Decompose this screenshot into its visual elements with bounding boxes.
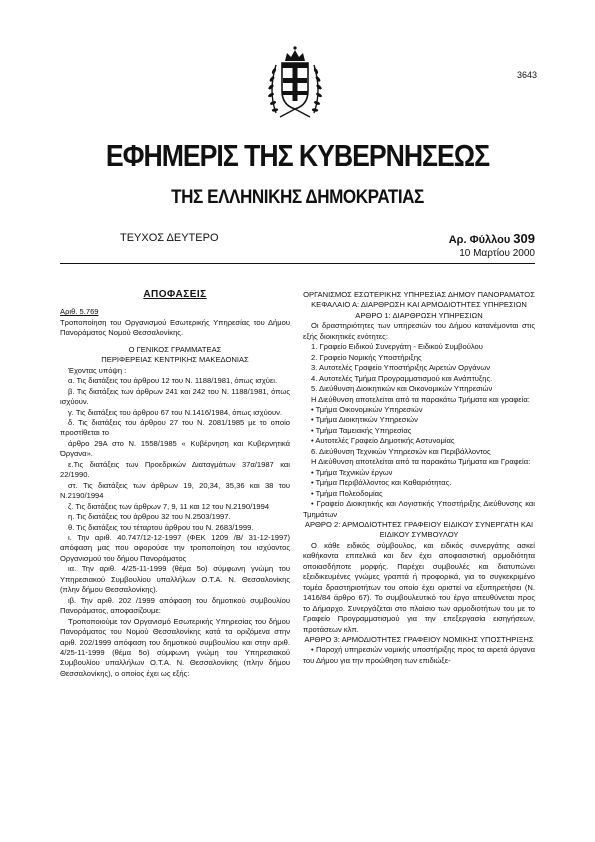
gazette-subtitle: ΤΗΣ ΕΛΛΗΝΙΚΗΣ ΔΗΜΟΚΡΑΤΙΑΣ [171,187,424,208]
paragraph: Οι δραστηριότητες των υπηρεσιών του Δήμου κατανέμονται στις εξής διοικητικές ενότητες: [303,321,535,341]
paragraph: ι. Την αριθ. 40.747/12-12-1997 (ΦΕΚ 1209 /Β/ 31-12-1997) απόφαση μας που αφορούσε την τροποποίηση του ισχύοντος Οργανισμού του δήμου Πανοράματος [60,532,290,563]
paragraph: Η Διεύθυνση αποτελείται από τα παρακάτω Τμήματα και γραφεία: [311,394,530,404]
list-item: • Τμήμα Περιβάλλοντος και Καθαριότητας. [311,478,452,488]
list-item: 5. Διεύθυνση Διοικητικών και Οικονομικών Υπηρεσιών [311,384,493,394]
sheet-label: Αρ. Φύλλου [448,234,511,246]
list-item: 4. Αυτοτελές Τμήμα Προγραμματισμού και Ανάπτυξης. [311,373,493,383]
sheet-number [449,231,535,246]
gazette-title: ΕΦΗΜΕΡΙΣ ΤΗΣ ΚΥΒΕΡΝΗΣΕΩΣ [105,138,490,173]
paragraph: • Παροχή υπηρεσιών νομικής υποστήριξης προς τα αιρετά όργανα του Δήμου για την προώθηση των επιδιώξε- [303,645,535,665]
paragraph: Ο κάθε ειδικός σύμβουλος, και ειδικός συνεργάτης ασκεί καθήκοντα επιτελικά και δεν έχει αποφασιστική αρμοδιότητα οποιασδήποτε μορφής. Παρέχει συμβουλές και διατυπώνει εξειδικευμένες γνώμες γραπτά ή προφορικά, για το συγκεκριμένο τομέα δραστηριοτήτων του οποίο έχει οριστεί να εξυπηρετήσει (Ν. 1416/84 άρθρο 67). Το συμβουλευτικό του έργο απευθύνεται προς το Δήμαρχο. Συνεργάζεται στο πλαίσιο των αρμοδιοτήτων του με το Γραφείο Προγραμματισμού για την επεξεργασία εισηγήσεων, προτάσεων κλπ. [303,540,535,634]
list-item: • Γραφείο Διοικητικής και Λογιστικής Υποστήριξης Διεύθυνσης και Τμημάτων [303,499,535,519]
paragraph: γ. Τις διατάξεις του άρθρου 67 του Ν.1416/1984, όπως ισχύουν. [68,407,283,417]
issuer-title: Ο ΓΕΝΙΚΟΣ ΓΡΑΜΜΑΤΕΑΣ [128,344,222,354]
section-heading: ΑΠΟΦΑΣΕΙΣ [143,289,207,300]
paragraph: ιβ. Την αριθ. 202 /1999 απόφαση του δημοτικού συμβουλίου Πανοράματος, αποφασίζουμε: [60,595,290,616]
paragraph: Η Διεύθυνση αποτελείται από τα παρακάτω Τμήματα και Γραφεία: [311,457,531,467]
org-title: ΟΡΓΑΝΙΣΜΟΣ ΕΣΩΤΕΡΙΚΗΣ ΥΠΗΡΕΣΙΑΣ ΔΗΜΟΥ ΠΑΝΟΡΑΜΑΤΟΣ [303,290,535,299]
greek-coat-of-arms-icon [266,43,324,127]
paragraph: Τροποποιούμε τον Οργανισμό Εσωτερικής Υπηρεσίας του δήμου Πανοράματος του Νομού Θεσσαλονίκης κατά τα οριζόμενα στην αριθ. 202/1999 απόφαση του δημοτικού συμβουλίου και στην αριθ. 4/25-11-1999 (θέμα 5ο) σύμφωνη γνώμη του Υπηρεσιακού Συμβουλίου υπαλλήλων Ο.Τ.Α. Ν. Θεσσαλονίκης (πλην δήμου Θεσσαλονίκης), ο οποίος έχει ως εξής: [60,616,290,678]
article-heading: ΑΡΘΡΟ 2: ΑΡΜΟΔΙΟΤΗΤΕΣ ΓΡΑΦΕΙΟΥ ΕΙΔΙΚΟΥ ΣΥΝΕΡΓΑΤΗ ΚΑΙ ΕΙΔΙΚΟΥ ΣΥΜΒΟΥΛΟΥ [304,519,534,540]
decision-subject: Τροποποίηση του Οργανισμού Εσωτερικής Υπηρεσίας του Δήμου Πανοράματος Νομού Θεσσαλονίκης. [60,317,290,338]
left-column [60,290,290,679]
article-heading: ΑΡΘΡΟ 3: ΑΡΜΟΔΙΟΤΗΤΕΣ ΓΡΑΦΕΙΟΥ ΝΟΜΙΚΗΣ ΥΠΟΣΤΗΡΙΞΗΣ [304,634,534,644]
list-item: • Τμήμα Ταμειακής Υπηρεσίας [311,425,412,435]
decision-number: Αριθ. 5.769 [60,307,99,317]
paragraph: ια. Την αριθ. 4/25-11-1999 (θέμα 5ο) σύμφωνη γνώμη του Υπηρεσιακού Συμβουλίου υπαλλήλων Ο.Τ.Α. Ν. Θεσσαλονίκης (πλην δήμου Θεσσαλονίκης). [60,564,290,595]
list-item: 6. Διεύθυνση Τεχνικών Υπηρεσιών και Περιβάλλοντος [311,446,491,456]
list-item: • Τμήμα Τεχνικών έργων [311,467,393,477]
list-item: • Τμήμα Οικονομικών Υπηρεσιών [311,404,423,414]
issue-date: 10 Μαρτίου 2000 [459,248,535,259]
list-item: • Αυτοτελές Γραφείο Δημοτικής Αστυνομίας [311,436,455,446]
paragraph: β. Τις διατάξεις των άρθρων 241 και 242 του Ν. 1188/1981, όπως ισχύουν. [60,386,290,407]
list-item: 1. Γραφείο Ειδικού Συνεργάτη - Ειδικού Συμβούλου [311,342,483,352]
sheet-number-value: 309 [513,231,535,246]
paragraph: ζ. Τις διατάξεις των άρθρων 7, 9, 11 και 12 του Ν.2190/1994 [68,501,270,511]
list-item: 2. Γραφείο Νομικής Υποστήριξης [311,352,422,362]
paragraph: Έχοντας υπόψη : [68,365,127,375]
article-heading: ΑΡΘΡΟ 1: ΔΙΑΡΘΡΩΣΗ ΥΠΗΡΕΣΙΩΝ [355,310,483,320]
list-item: 3. Αυτοτελές Γραφείο Υποστήριξης Αιρετών Οργάνων [311,363,491,373]
paragraph: δ. Τις διατάξεις του άρθρου 27 του Ν. 2081/1985 με το οποίο προστίθεται το [60,417,290,438]
chapter-heading: ΚΕΦΑΛΑΙΟ Α: ΔΙΑΡΘΡΩΣΗ ΚΑΙ ΑΡΜΟΔΙΟΤΗΤΕΣ ΥΠΗΡΕΣΙΩΝ [311,300,527,310]
paragraph: η. Τις διατάξεις του άρθρου 32 του Ν.2503/1997. [68,512,231,522]
header-divider [60,263,535,264]
list-item: • Τμήμα Διοικητικών Υπηρεσιών [311,415,418,425]
right-column [303,290,535,666]
paragraph: α. Τις διατάξεις του άρθρου 12 του Ν. 1188/1981, όπως ισχύει. [68,376,278,386]
issuer-region: ΠΕΡΙΦΕΡΕΙΑΣ ΚΕΝΤΡΙΚΗΣ ΜΑΚΕΔΟΝΙΑΣ [101,355,249,365]
paragraph: θ. Τις διατάξεις του τέταρτου άρθρου του Ν. 2683/1999. [68,522,254,532]
paragraph: ε.Τις διατάξεις των Προεδρικών Διαταγμάτων 37α/1987 και 22/1990. [60,459,290,480]
issue-label: ΤΕΥΧΟΣ ΔΕΥΤΕΡΟ [120,232,219,244]
list-item: • Τμήμα Πολεοδομίας [311,488,383,498]
page-number: 3643 [516,70,537,80]
paragraph: στ. Τις διατάξεις των άρθρων 19, 20,34, 35,36 και 38 του Ν.2190/1994 [60,480,290,501]
paragraph: άρθρο 29Α στο Ν. 1558/1985 « Κυβέρνηση και Κυβερνητικά Όργανα». [60,438,290,459]
